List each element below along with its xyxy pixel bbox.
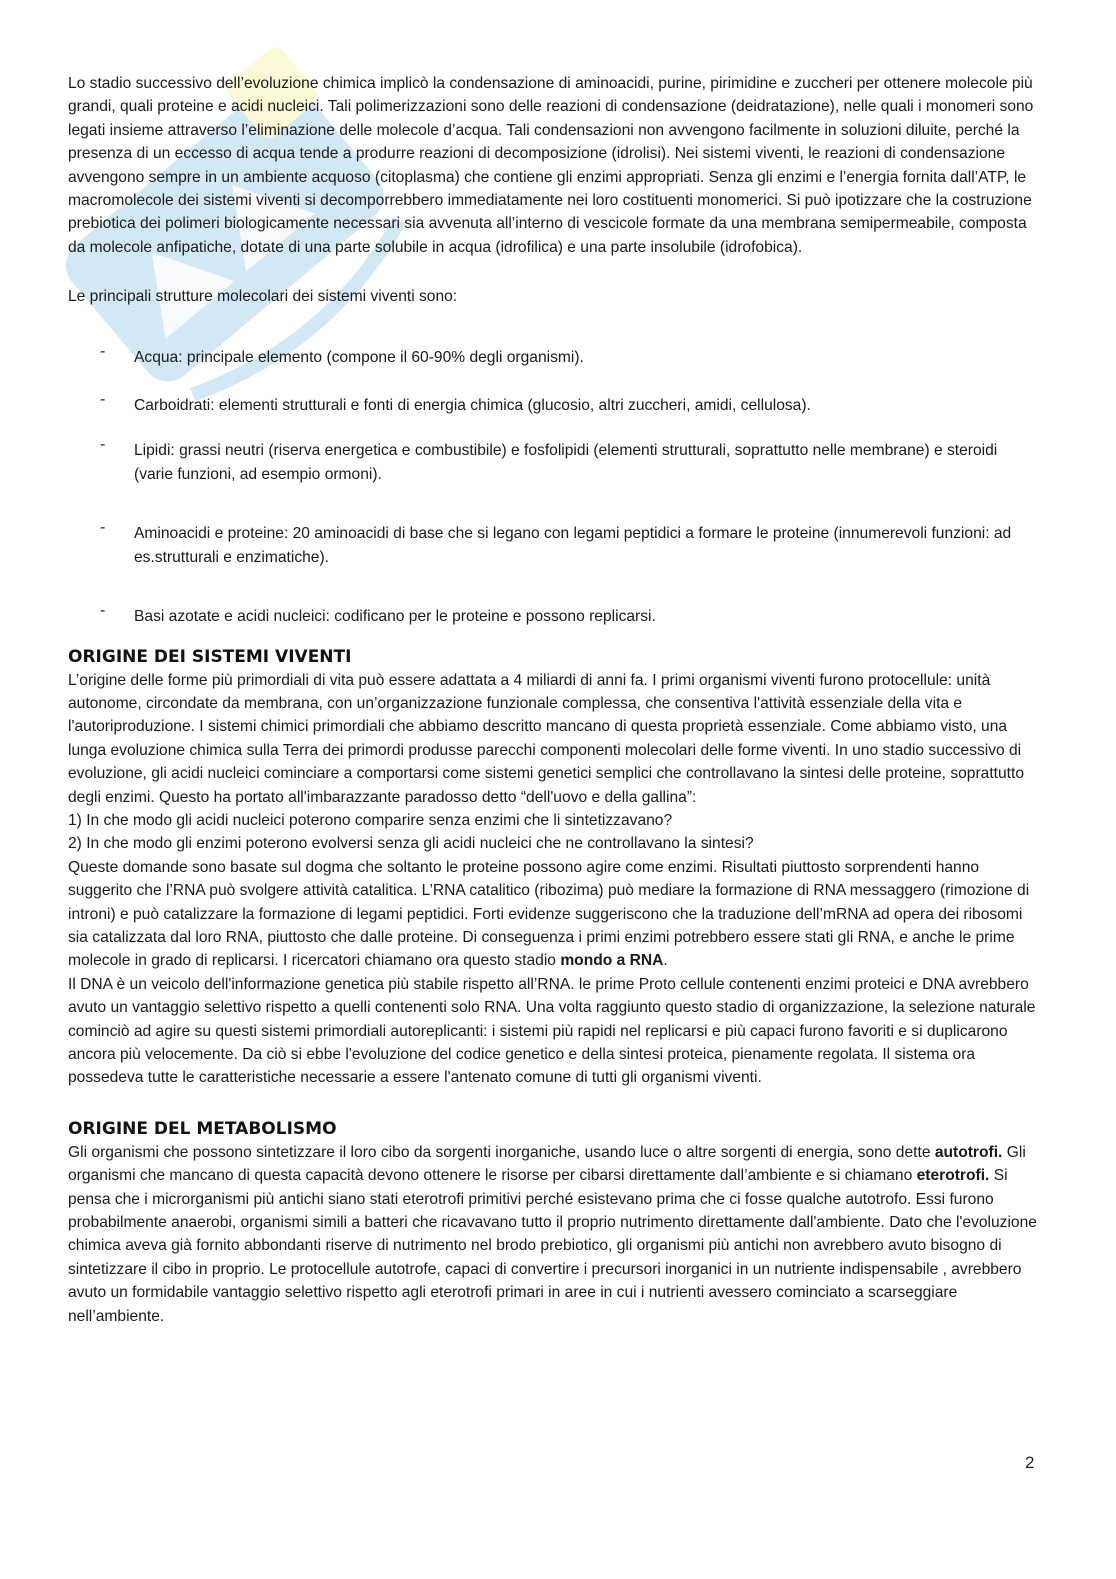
term-eterotrofi: eterotrofi.: [916, 1167, 990, 1185]
heading-origine-sistemi-viventi: ORIGINE DEI SISTEMI VIVENTI: [68, 646, 352, 667]
bullet-dash: -: [100, 519, 106, 537]
list-item: [68, 602, 1040, 628]
question-1: 1) In che modo gli acidi nucleici poterono comparire senza enzimi che li sintetizzavano?: [68, 811, 673, 829]
list-item: [68, 519, 1040, 569]
list-item-text: Aminoacidi e proteine: 20 aminoacidi di base che si legano con legami peptidici a formare le proteine (innumerevoli funzioni: ad es.strutturali e enzimatiche).: [134, 525, 1012, 566]
list-item-text: Acqua: principale elemento (compone il 60-90% degli organismi).: [134, 348, 584, 366]
paragraph-origin-2: [68, 856, 1040, 973]
metabolism-text-3: Si pensa che i microrganismi più antichi siano stati eterotrofi primitivi perché esistevano prima che ci fosse qualche autotrofo. Essi furono probabilmente anaerobi, organismi simili a batteri che ricavavano tutto il proprio nutrimento direttamente dall'ambiente. Dato che l'evoluzione chimica aveva già fornito abbondanti riserve di nutrimento nel brodo prebiotico, gli organismi più antichi non avrebbero avuto bisogno di sintetizzare il cibo in proprio. Le protocellule autotrofe, capaci di convertire i precursori inorganici in un nutriente indispensabile , avrebbero avuto un formidabile vantaggio selettivo rispetto agli eterotrofi primari in aree in cui i nutrienti avessero cominciato a scarseggiare nell’ambiente.: [68, 1167, 1037, 1325]
metabolism-text-2: Gli organismi che mancano di questa capacità devono ottenere le risorse per cibarsi direttamente dall’ambiente e si chiamano: [68, 1143, 1026, 1185]
document-page: [68, 72, 1040, 1328]
paragraph-metabolism: [68, 1141, 1040, 1328]
paragraph-origin-1: L’origine delle forme più primordiali di vita può essere adattata a 4 miliardi di anni fa. I primi organismi viventi furono protocellule: unità autonome, circondate da membrana, con un’organizzazione funzionale complessa, che consentiva l'attività essenziale della vita e l'autoriproduzione. I sistemi chimici primordiali che abbiamo descritto mancano di questa proprietà essenziale. Come abbiamo visto, una lunga evoluzione chimica sulla Terra dei primordi produsse parecchi componenti molecolari delle forme viventi. In uno stadio successivo di evoluzione, gli acidi nucleici cominciare a comportarsi come sistemi genetici semplici che controllavano la sintesi delle proteine, soprattutto degli enzimi. Questo ha portato all'imbarazzante paradosso detto “dell'uovo e della gallina”:: [68, 671, 1025, 806]
paragraph-origin-2-end: .: [663, 952, 668, 970]
list-item-text: Basi azotate e acidi nucleici: codificano per le proteine e possono replicarsi.: [134, 608, 656, 626]
bullet-dash: -: [100, 391, 106, 409]
page-number: 2: [1025, 1453, 1035, 1472]
term-autotrofi: autotrofi.: [934, 1143, 1003, 1161]
list-item: [68, 391, 1040, 417]
bullet-dash: -: [100, 342, 106, 360]
list-item: [68, 342, 1040, 369]
paragraph-origin-2-text: Queste domande sono basate sul dogma che soltanto le proteine possono agire come enzimi. Risultati piuttosto sorprendenti hanno suggerito che l’RNA può svolgere attività catalitica. L’RNA catalitico (ribozima) può mediare la formazione di RNA messaggero (rimozione di introni) e può catalizzare la formazione di legami peptidici. Forti evidenze suggeriscono che la traduzione dell’mRNA ad opera dei ribosomi sia catalizzata dal loro RNA, piuttosto che dalle proteine. Di conseguenza i primi enzimi potrebbero essere stati gli RNA, e anche le prime molecole in grado di replicarsi. I ricercatori chiamano ora questo stadio: [68, 858, 1030, 970]
list-item: [68, 436, 1040, 486]
metabolism-text-1: Gli organismi che possono sintetizzare il loro cibo da sorgenti inorganiche, usando luce o altre sorgenti di energia, sono dette: [68, 1143, 935, 1161]
heading-origine-metabolismo: ORIGINE DEL METABOLISMO: [68, 1118, 337, 1139]
bullet-dash: -: [100, 602, 106, 620]
list-item-text: Lipidi: grassi neutri (riserva energetica e combustibile) e fosfolipidi (elementi strutturali, soprattutto nelle membrane) e steroidi (varie funzioni, ad esempio ormoni).: [134, 442, 998, 483]
structures-list: [68, 342, 1040, 629]
paragraph-structures-intro: Le principali strutture molecolari dei sistemi viventi sono:: [68, 288, 458, 306]
paragraph-intro: Lo stadio successivo dell’evoluzione chimica implicò la condensazione di aminoacidi, purine, pirimidine e zuccheri per ottenere molecole più grandi, quali proteine e acidi nucleici. Tali polimerizzazioni sono delle reazioni di condensazione (deidratazione), nelle quali i monomeri sono legati insieme attraverso l’eliminazione delle molecole d’acqua. Tali condensazioni non avvengono facilmente in soluzioni diluite, perché la presenza di un eccesso di acqua tende a produrre reazioni di decomposizione (idrolisi). Nei sistemi viventi, le reazioni di condensazione avvengono sempre in un ambiente acquoso (citoplasma) che contiene gli enzimi appropriati. Senza gli enzimi e l’energia fornita dall’ATP, le macromolecole dei sistemi viventi si decomporrebbero immediatamente nei loro costituenti monomerici. Si può ipotizzare che la costruzione prebiotica dei polimeri biologicamente necessari sia avvenuta all’interno di vescicole formate da una membrana semipermeabile, composta da molecole anfipatiche, dotate di una parte solubile in acqua (idrofilica) e una parte insolubile (idrofobica).: [68, 75, 1034, 256]
question-2: 2) In che modo gli enzimi poterono evolversi senza gli acidi nucleici che ne controllavano la sintesi?: [68, 835, 754, 853]
list-item-text: Carboidrati: elementi strutturali e fonti di energia chimica (glucosio, altri zuccheri, amidi, cellulosa).: [134, 397, 811, 415]
bullet-dash: -: [100, 436, 106, 454]
paragraph-origin-3: Il DNA è un veicolo dell'informazione genetica più stabile rispetto all’RNA. le prime Proto cellule contenenti enzimi proteici e DNA avrebbero avuto un vantaggio selettivo rispetto a quelli contenenti solo RNA. Una volta raggiunto questo stadio di organizzazione, la selezione naturale cominciò ad agire su questi sistemi primordiali autoreplicanti: i sistemi più rapidi nel replicarsi e più capaci furono favoriti e si duplicarono ancora più velocemente. Da ciò si ebbe l'evoluzione del codice genetico e della sintesi proteica, pienamente regolata. Il sistema ora possedeva tutte le caratteristiche necessarie a essere l'antenato comune di tutti gli organismi viventi.: [68, 975, 1036, 1087]
term-mondo-a-rna: mondo a RNA: [560, 952, 664, 970]
